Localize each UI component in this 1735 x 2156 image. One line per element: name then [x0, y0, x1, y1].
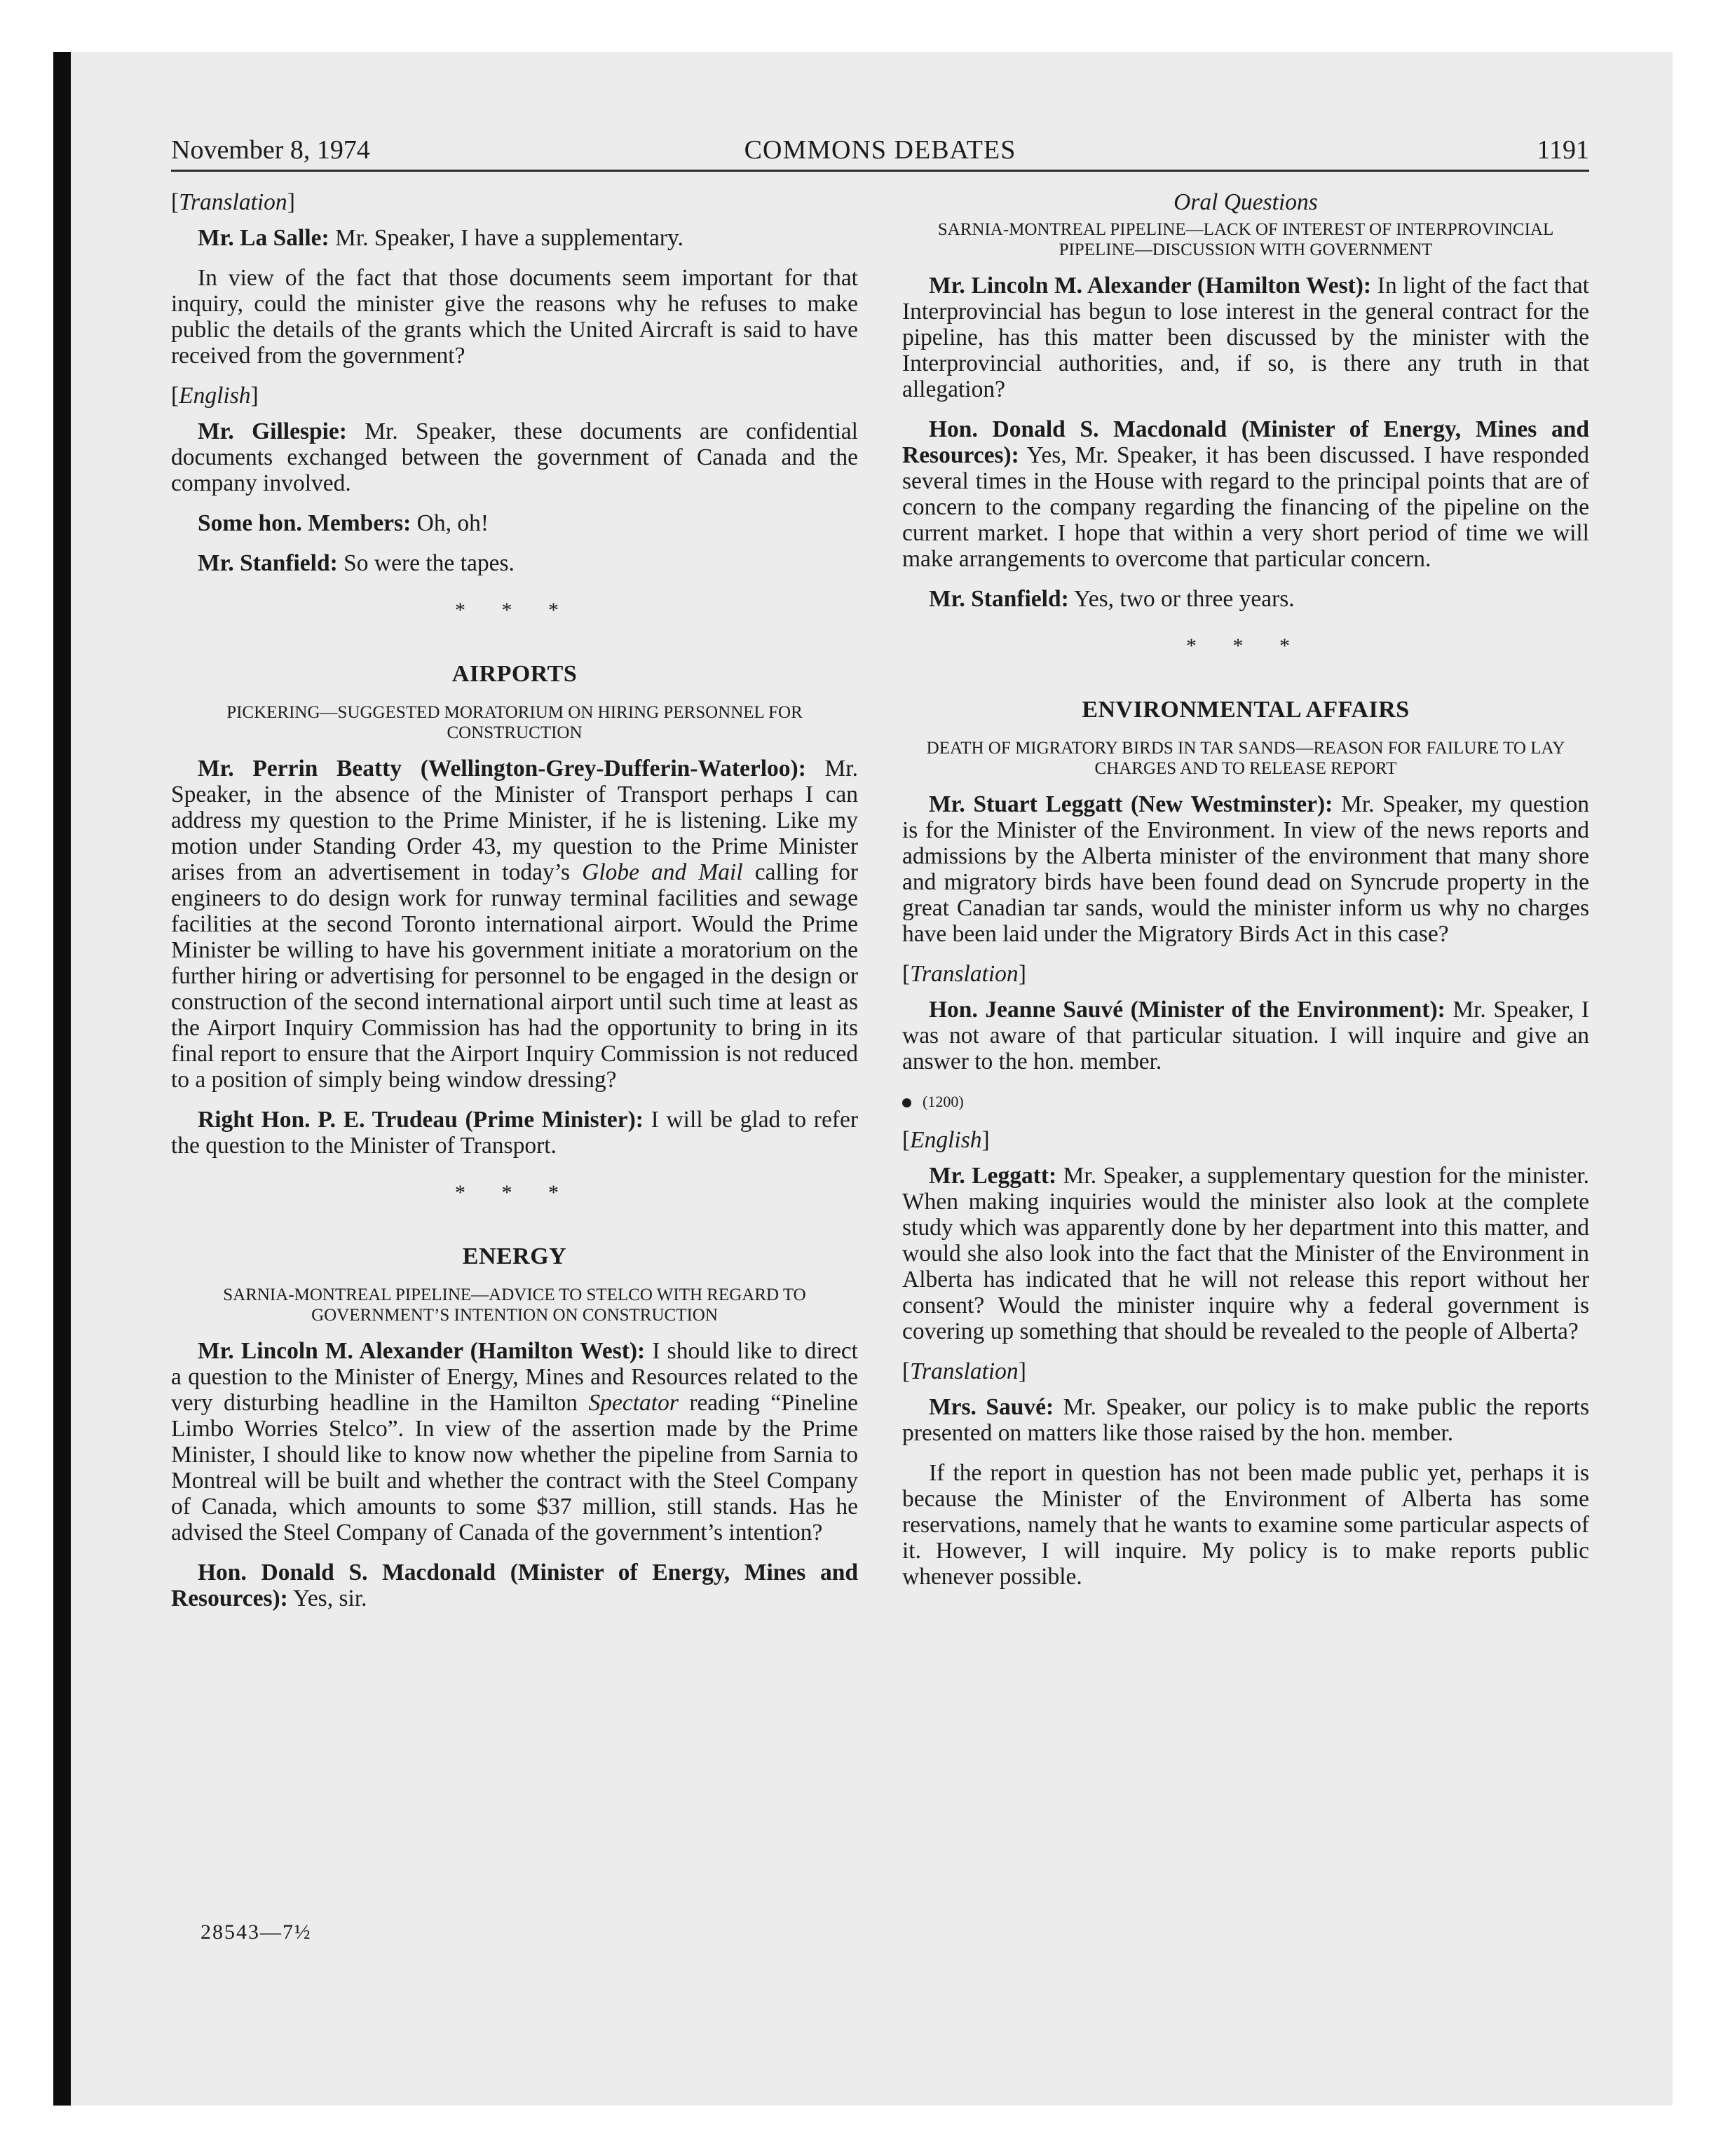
- subheading: DEATH OF MIGRATORY BIRDS IN TAR SANDS—REASON FOR FAILURE TO LAY CHARGES AND TO RELEASE REPORT: [926, 739, 1565, 778]
- speaker: Right Hon. P. E. Trudeau (Prime Minister):: [198, 1107, 644, 1133]
- paragraph: Some hon. Members: Oh, oh!: [198, 510, 489, 536]
- paragraph: If the report in question has not been made public yet, perhaps it is because the Minister of the Environment of Alberta has some reservations, namely that he wants to examine some particular aspects of it. However, I will inquire. My policy is to make reports public whenever possible.: [902, 1460, 1589, 1590]
- speaker: Some hon. Members:: [198, 510, 411, 536]
- paragraph: Mr. Leggatt: Mr. Speaker, a supplementary question for the minister. When making inquiries would the minister also look at the complete study which was apparently done by her department into this matter, and would she also look into the fact that the Minister of the Environment in Alberta has indicated that he will not release this report without her consent? Would the minister inquire why a federal government is covering up something that should be revealed to the people of Alberta?: [902, 1163, 1589, 1344]
- header-page-number: 1191: [1537, 135, 1589, 165]
- paragraph: Mr. Stuart Leggatt (New Westminster): Mr. Speaker, my question is for the Minister of the Environment. In view of the news reports and admissions by the Alberta minister of the environment that many shore and migratory birds have been found dead on Syncrude property in the great Canadian tar sands, would the minister inform us why no charges have been laid under the Migratory Birds Act in this case?: [902, 791, 1589, 947]
- paragraph: Mr. Stanfield: Yes, two or three years.: [929, 586, 1295, 612]
- subheading: SARNIA-MONTREAL PIPELINE—LACK OF INTEREST OF INTERPROVINCIAL PIPELINE—DISCUSSION WITH GOVERNMENT: [937, 220, 1554, 259]
- paragraph: Mr. Gillespie: Mr. Speaker, these documents are confidential documents exchanged between the government of Canada and the company involved.: [171, 418, 858, 496]
- paragraph: Mr. Lincoln M. Alexander (Hamilton West): I should like to direct a question to the Minister of Energy, Mines and Resources related to the very disturbing headline in the Hamilton Spectator reading “Pineline Limbo Worries Stelco”. In view of the assertion made by the Prime Minister, I should like to know now whether the pipeline from Sarnia to Montreal will be built and whether the contract with the Steel Company of Canada, which amounts to some $37 million, still stands. Has he advised the Steel Company of Canada of the government’s intention?: [171, 1338, 858, 1546]
- section-heading: ENERGY: [462, 1243, 567, 1269]
- language-tag: [Translation]: [902, 1358, 1026, 1384]
- paragraph: In view of the fact that those documents seem important for that inquiry, could the minister give the reasons why he refuses to make public the details of the grants which the United Aircraft is said to have received from the government?: [171, 265, 858, 369]
- speaker: Mr. Lincoln M. Alexander (Hamilton West):: [929, 273, 1372, 299]
- paragraph: Hon. Jeanne Sauvé (Minister of the Environment): Mr. Speaker, I was not aware of that particular situation. I will inquire and give an answer to the hon. member.: [902, 997, 1589, 1074]
- speaker: Mr. Stuart Leggatt (New Westminster):: [929, 791, 1333, 817]
- section-heading: AIRPORTS: [451, 661, 578, 687]
- speaker: Mr. Perrin Beatty (Wellington-Grey-Dufferin-Waterloo):: [198, 756, 806, 782]
- speaker: Hon. Donald S. Macdonald (Minister of Energy, Mines and Resources):: [171, 1560, 858, 1611]
- language-tag: [English]: [902, 1127, 990, 1153]
- language-tag: [English]: [171, 383, 259, 409]
- paragraph: Mr. Perrin Beatty (Wellington-Grey-Dufferin-Waterloo): Mr. Speaker, in the absence of the Minister of Transport perhaps I can address my question to the Prime Minister, if he is listening. Like my motion under Standing Order 43, my question to the Prime Minister arises from an advertisement in today’s Globe and Mail calling for engineers to do design work for runway terminal facilities and sewage facilities at the second Toronto international airport. Would the Prime Minister be willing to have his government initiate a moratorium on the further hiring or advertising for personnel to be engaged in the design or construction of the second international airport until such time at least as the Airport Inquiry Commission has had the opportunity to bring in its final report to ensure that the Airport Inquiry Commission is not reduced to a position of simply being window dressing?: [171, 756, 858, 1093]
- paragraph: Mr. Stanfield: So were the tapes.: [198, 550, 515, 576]
- left-column: [171, 189, 858, 1625]
- speaker: Mr. Lincoln M. Alexander (Hamilton West):: [198, 1338, 646, 1364]
- header-title: COMMONS DEBATES: [744, 135, 1016, 165]
- speaker: Mr. Stanfield:: [929, 586, 1069, 612]
- paragraph: Mr. Lincoln M. Alexander (Hamilton West): In light of the fact that Interprovincial has begun to lose interest in the general contract for the pipeline, has this matter been discussed by the minister with the Interprovincial authorities, and, if so, is there any truth in that allegation?: [902, 273, 1589, 402]
- speaker: Hon. Donald S. Macdonald (Minister of Energy, Mines and Resources):: [902, 416, 1589, 468]
- language-tag: [Translation]: [902, 961, 1026, 987]
- speaker: Mr. Leggatt:: [929, 1163, 1057, 1189]
- speaker: Mr. La Salle:: [198, 225, 329, 251]
- binding-edge: [53, 52, 71, 2106]
- speaker: Hon. Jeanne Sauvé (Minister of the Environment):: [929, 997, 1445, 1023]
- section-separator: * * *: [455, 599, 574, 622]
- speaker: Mr. Stanfield:: [198, 550, 338, 576]
- right-column: [902, 189, 1589, 1604]
- printer-signature: 28543—7½: [200, 1920, 312, 1944]
- speaker: Mrs. Sauvé:: [929, 1394, 1054, 1420]
- paragraph: Mr. La Salle: Mr. Speaker, I have a supplementary.: [198, 225, 683, 251]
- page-header: [171, 133, 1589, 172]
- header-date: November 8, 1974: [171, 135, 370, 165]
- section-heading: ENVIRONMENTAL AFFAIRS: [1082, 697, 1410, 723]
- speaker: Mr. Gillespie:: [198, 418, 347, 444]
- section-separator: * * *: [455, 1181, 574, 1204]
- paragraph: Hon. Donald S. Macdonald (Minister of Energy, Mines and Resources): Yes, sir.: [171, 1560, 858, 1611]
- section-separator: * * *: [1186, 634, 1305, 657]
- paragraph: Right Hon. P. E. Trudeau (Prime Minister): I will be glad to refer the question to the Minister of Transport.: [171, 1107, 858, 1159]
- subheading: PICKERING—SUGGESTED MORATORIUM ON HIRING PERSONNEL FOR CONSTRUCTION: [226, 703, 803, 742]
- paragraph: Mrs. Sauvé: Mr. Speaker, our policy is to make public the reports presented on matters like those raised by the hon. member.: [902, 1394, 1590, 1446]
- time-marker: (1200): [902, 1089, 1589, 1114]
- bullet-icon: [902, 1098, 911, 1107]
- paragraph: Hon. Donald S. Macdonald (Minister of Energy, Mines and Resources): Yes, Mr. Speaker, it has been discussed. I have responded several times in the House with regard to the principal points that are of concern to the company regarding the financing of the pipeline on the current market. I hope that within a very short period of time we will make arrangements to overcome that particular concern.: [902, 416, 1589, 572]
- running-head: Oral Questions: [1173, 189, 1318, 215]
- subheading: SARNIA-MONTREAL PIPELINE—ADVICE TO STELCO WITH REGARD TO GOVERNMENT’S INTENTION ON CONSTRUCTION: [223, 1285, 806, 1325]
- language-tag: [Translation]: [171, 189, 295, 215]
